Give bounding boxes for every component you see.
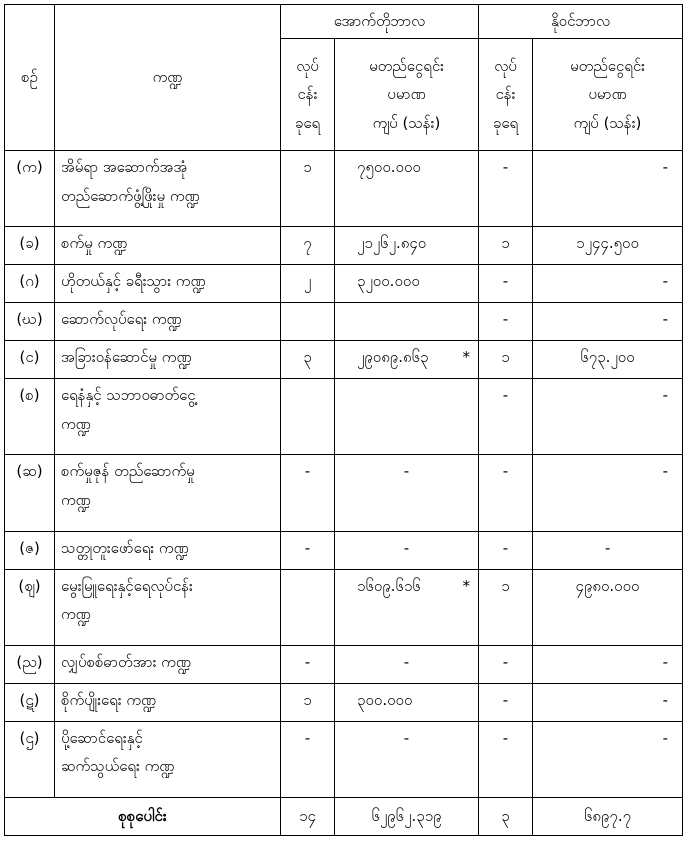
count-nov: - xyxy=(479,721,533,797)
count-nov: ၁ xyxy=(479,569,533,645)
table-row xyxy=(5,531,683,569)
row-number: (ခ) xyxy=(5,227,55,265)
count-oct: ၇ xyxy=(281,227,335,265)
amount-value: ၁၆၀၉.၆၁၆ xyxy=(357,576,421,595)
total-amount-oct: ၆၂၉၆၂.၃၁၉ xyxy=(335,797,479,835)
row-number: (ဌ) xyxy=(5,721,55,797)
count-nov: ၁ xyxy=(479,341,533,379)
row-sector xyxy=(55,379,281,455)
investment-table xyxy=(4,4,683,836)
amount-nov: - xyxy=(533,645,683,683)
table-row xyxy=(5,151,683,227)
amount-oct: - xyxy=(335,455,479,531)
count-nov: - xyxy=(479,303,533,341)
row-sector xyxy=(55,151,281,227)
row-number: (င) xyxy=(5,341,55,379)
row-number: (ဇ) xyxy=(5,531,55,569)
header-amount-1-l2: ပမာဏ xyxy=(387,85,426,104)
amount-nov: - xyxy=(533,721,683,797)
table-row xyxy=(5,379,683,455)
table-row xyxy=(5,569,683,645)
amount-nov: - xyxy=(533,531,683,569)
amount-oct: ၇၅၀၀.၀၀၀ xyxy=(335,151,479,227)
row-number: (ဃ) xyxy=(5,303,55,341)
header-count-2 xyxy=(479,39,533,151)
count-nov: - xyxy=(479,455,533,531)
table-row xyxy=(5,455,683,531)
count-oct xyxy=(281,303,335,341)
header-count-2-l1: လုပ် xyxy=(494,56,517,75)
amount-nov: - xyxy=(533,683,683,721)
header-count-2-l2: ငန်း xyxy=(495,85,516,104)
table-row xyxy=(5,683,683,721)
row-number: (က) xyxy=(5,151,55,227)
header-amount-2 xyxy=(533,39,683,151)
row-number: (ဈ) xyxy=(5,569,55,645)
row-sector xyxy=(55,265,281,303)
sector-line-1: ဆောက်လုပ်ရေး ကဏ္ဍ xyxy=(61,310,182,329)
total-count-oct: ၁၄ xyxy=(281,797,335,835)
count-oct xyxy=(281,569,335,645)
amount-oct xyxy=(335,303,479,341)
count-oct: - xyxy=(281,645,335,683)
header-count-1-l2: ငန်း xyxy=(297,85,318,104)
row-sector xyxy=(55,455,281,531)
amount-nov: - xyxy=(533,151,683,227)
row-sector xyxy=(55,531,281,569)
header-count-1 xyxy=(281,39,335,151)
sector-line-1: မွေးမြူရေးနှင့်ရေလုပ်ငန်း xyxy=(61,576,193,595)
header-count-1-l3: ခုရေ xyxy=(294,113,321,132)
amount-nov: - xyxy=(533,303,683,341)
amount-nov: ၁၂၄၄.၅၀၀ xyxy=(533,227,683,265)
count-nov: - xyxy=(479,531,533,569)
header-sector: ကဏ္ဍ xyxy=(55,5,281,151)
row-sector xyxy=(55,569,281,645)
amount-nov: - xyxy=(533,455,683,531)
row-sector xyxy=(55,303,281,341)
count-nov: - xyxy=(479,683,533,721)
row-sector xyxy=(55,341,281,379)
sector-line-1: သတ္တုတူးဖော်ရေး ကဏ္ဍ xyxy=(61,538,189,557)
sector-line-2: ကဏ္ဍ xyxy=(61,490,91,509)
header-amount-2-l2: ပမာဏ xyxy=(588,85,627,104)
amount-oct xyxy=(335,569,479,645)
footnote-star: * xyxy=(462,348,471,367)
header-amount-2-l3: ကျပ် (သန်း) xyxy=(573,113,642,132)
count-oct: - xyxy=(281,721,335,797)
footnote-star: * xyxy=(462,576,471,595)
header-amount-1-l3: ကျပ် (သန်း) xyxy=(372,113,441,132)
count-nov: - xyxy=(479,151,533,227)
row-number: (စ) xyxy=(5,379,55,455)
count-nov: - xyxy=(479,379,533,455)
sector-line-2: ကဏ္ဍ xyxy=(61,605,91,624)
count-oct: ၃ xyxy=(281,341,335,379)
sector-line-1: ပို့ဆောင်ရေးနှင့် xyxy=(61,728,143,747)
header-amount-1-l1: မတည်ငွေရင်း xyxy=(369,56,444,75)
header-amount-1 xyxy=(335,39,479,151)
row-number: (ဂ) xyxy=(5,265,55,303)
sector-line-1: ရေနံနှင့် သဘာဝဓာတ်ငွေ့ xyxy=(61,386,196,405)
amount-value: ၂၉၀၈၉.၈၆၃ xyxy=(357,348,429,367)
header-period-2: နိုဝင်ဘာလ xyxy=(479,5,683,39)
amount-nov: ၄၉၈၀.၀၀၀ xyxy=(533,569,683,645)
total-count-nov: ၃ xyxy=(479,797,533,835)
sector-line-2: ဆက်သွယ်ရေး ကဏ္ဍ xyxy=(61,757,175,776)
amount-oct xyxy=(335,379,479,455)
sector-line-1: လျှပ်စစ်ဓာတ်အား ကဏ္ဍ xyxy=(61,652,191,671)
amount-nov: ၆၇၃.၂၀၀ xyxy=(533,341,683,379)
row-number: (ည) xyxy=(5,645,55,683)
header-amount-2-l1: မတည်ငွေရင်း xyxy=(570,56,645,75)
sector-line-1: အိမ်ရာ အဆောက်အအုံ xyxy=(61,158,188,176)
amount-oct: ၃၂၀၀.၀၀၀ xyxy=(335,265,479,303)
sector-line-2: တည်ဆောက်ဖွံ့ဖြိုးမှု ကဏ္ဍ xyxy=(61,186,200,205)
sector-line-2: ကဏ္ဍ xyxy=(61,414,91,433)
sector-line-1: စက်မှု ကဏ္ဍ xyxy=(61,234,128,253)
amount-oct xyxy=(335,341,479,379)
amount-oct: - xyxy=(335,721,479,797)
table-row xyxy=(5,645,683,683)
table-body xyxy=(5,151,683,836)
amount-oct: - xyxy=(335,645,479,683)
count-oct: ၁ xyxy=(281,683,335,721)
row-sector xyxy=(55,227,281,265)
count-nov: - xyxy=(479,645,533,683)
header-count-2-l3: ခုရေ xyxy=(492,113,519,132)
row-sector xyxy=(55,645,281,683)
row-sector xyxy=(55,683,281,721)
header-no: စဉ် xyxy=(5,5,55,151)
row-number: (ဆ) xyxy=(5,455,55,531)
total-label: စုစုပေါင်း xyxy=(5,797,281,835)
header-period-1: အောက်တိုဘာလ xyxy=(281,5,479,39)
sector-line-1: ဟိုတယ်နှင့် ခရီးသွား ကဏ္ဍ xyxy=(61,272,206,291)
row-number: (ဋ) xyxy=(5,683,55,721)
count-oct: ၂ xyxy=(281,265,335,303)
count-oct: - xyxy=(281,455,335,531)
count-nov: ၁ xyxy=(479,227,533,265)
row-sector xyxy=(55,721,281,797)
table-row xyxy=(5,341,683,379)
header-count-1-l1: လုပ် xyxy=(296,56,319,75)
sector-line-1: စက်မှုဇုန် တည်ဆောက်မှု xyxy=(61,462,195,481)
count-nov: - xyxy=(479,265,533,303)
amount-oct: - xyxy=(335,531,479,569)
table-row xyxy=(5,265,683,303)
total-row xyxy=(5,797,683,835)
table-row xyxy=(5,721,683,797)
count-oct: - xyxy=(281,531,335,569)
total-amount-nov: ၆၈၉၇.၇ xyxy=(533,797,683,835)
amount-nov: - xyxy=(533,265,683,303)
sector-line-1: စိုက်ပျိုးရေး ကဏ္ဍ xyxy=(61,690,157,709)
table-row xyxy=(5,227,683,265)
count-oct: ၁ xyxy=(281,151,335,227)
sector-line-1: အခြားဝန်ဆောင်မှု ကဏ္ဍ xyxy=(61,348,192,367)
amount-oct: ၃၀၀.၀၀၀ xyxy=(335,683,479,721)
count-oct xyxy=(281,379,335,455)
amount-nov: - xyxy=(533,379,683,455)
table-row xyxy=(5,303,683,341)
amount-oct: ၂၁၂၆၂.၈၄၀ xyxy=(335,227,479,265)
